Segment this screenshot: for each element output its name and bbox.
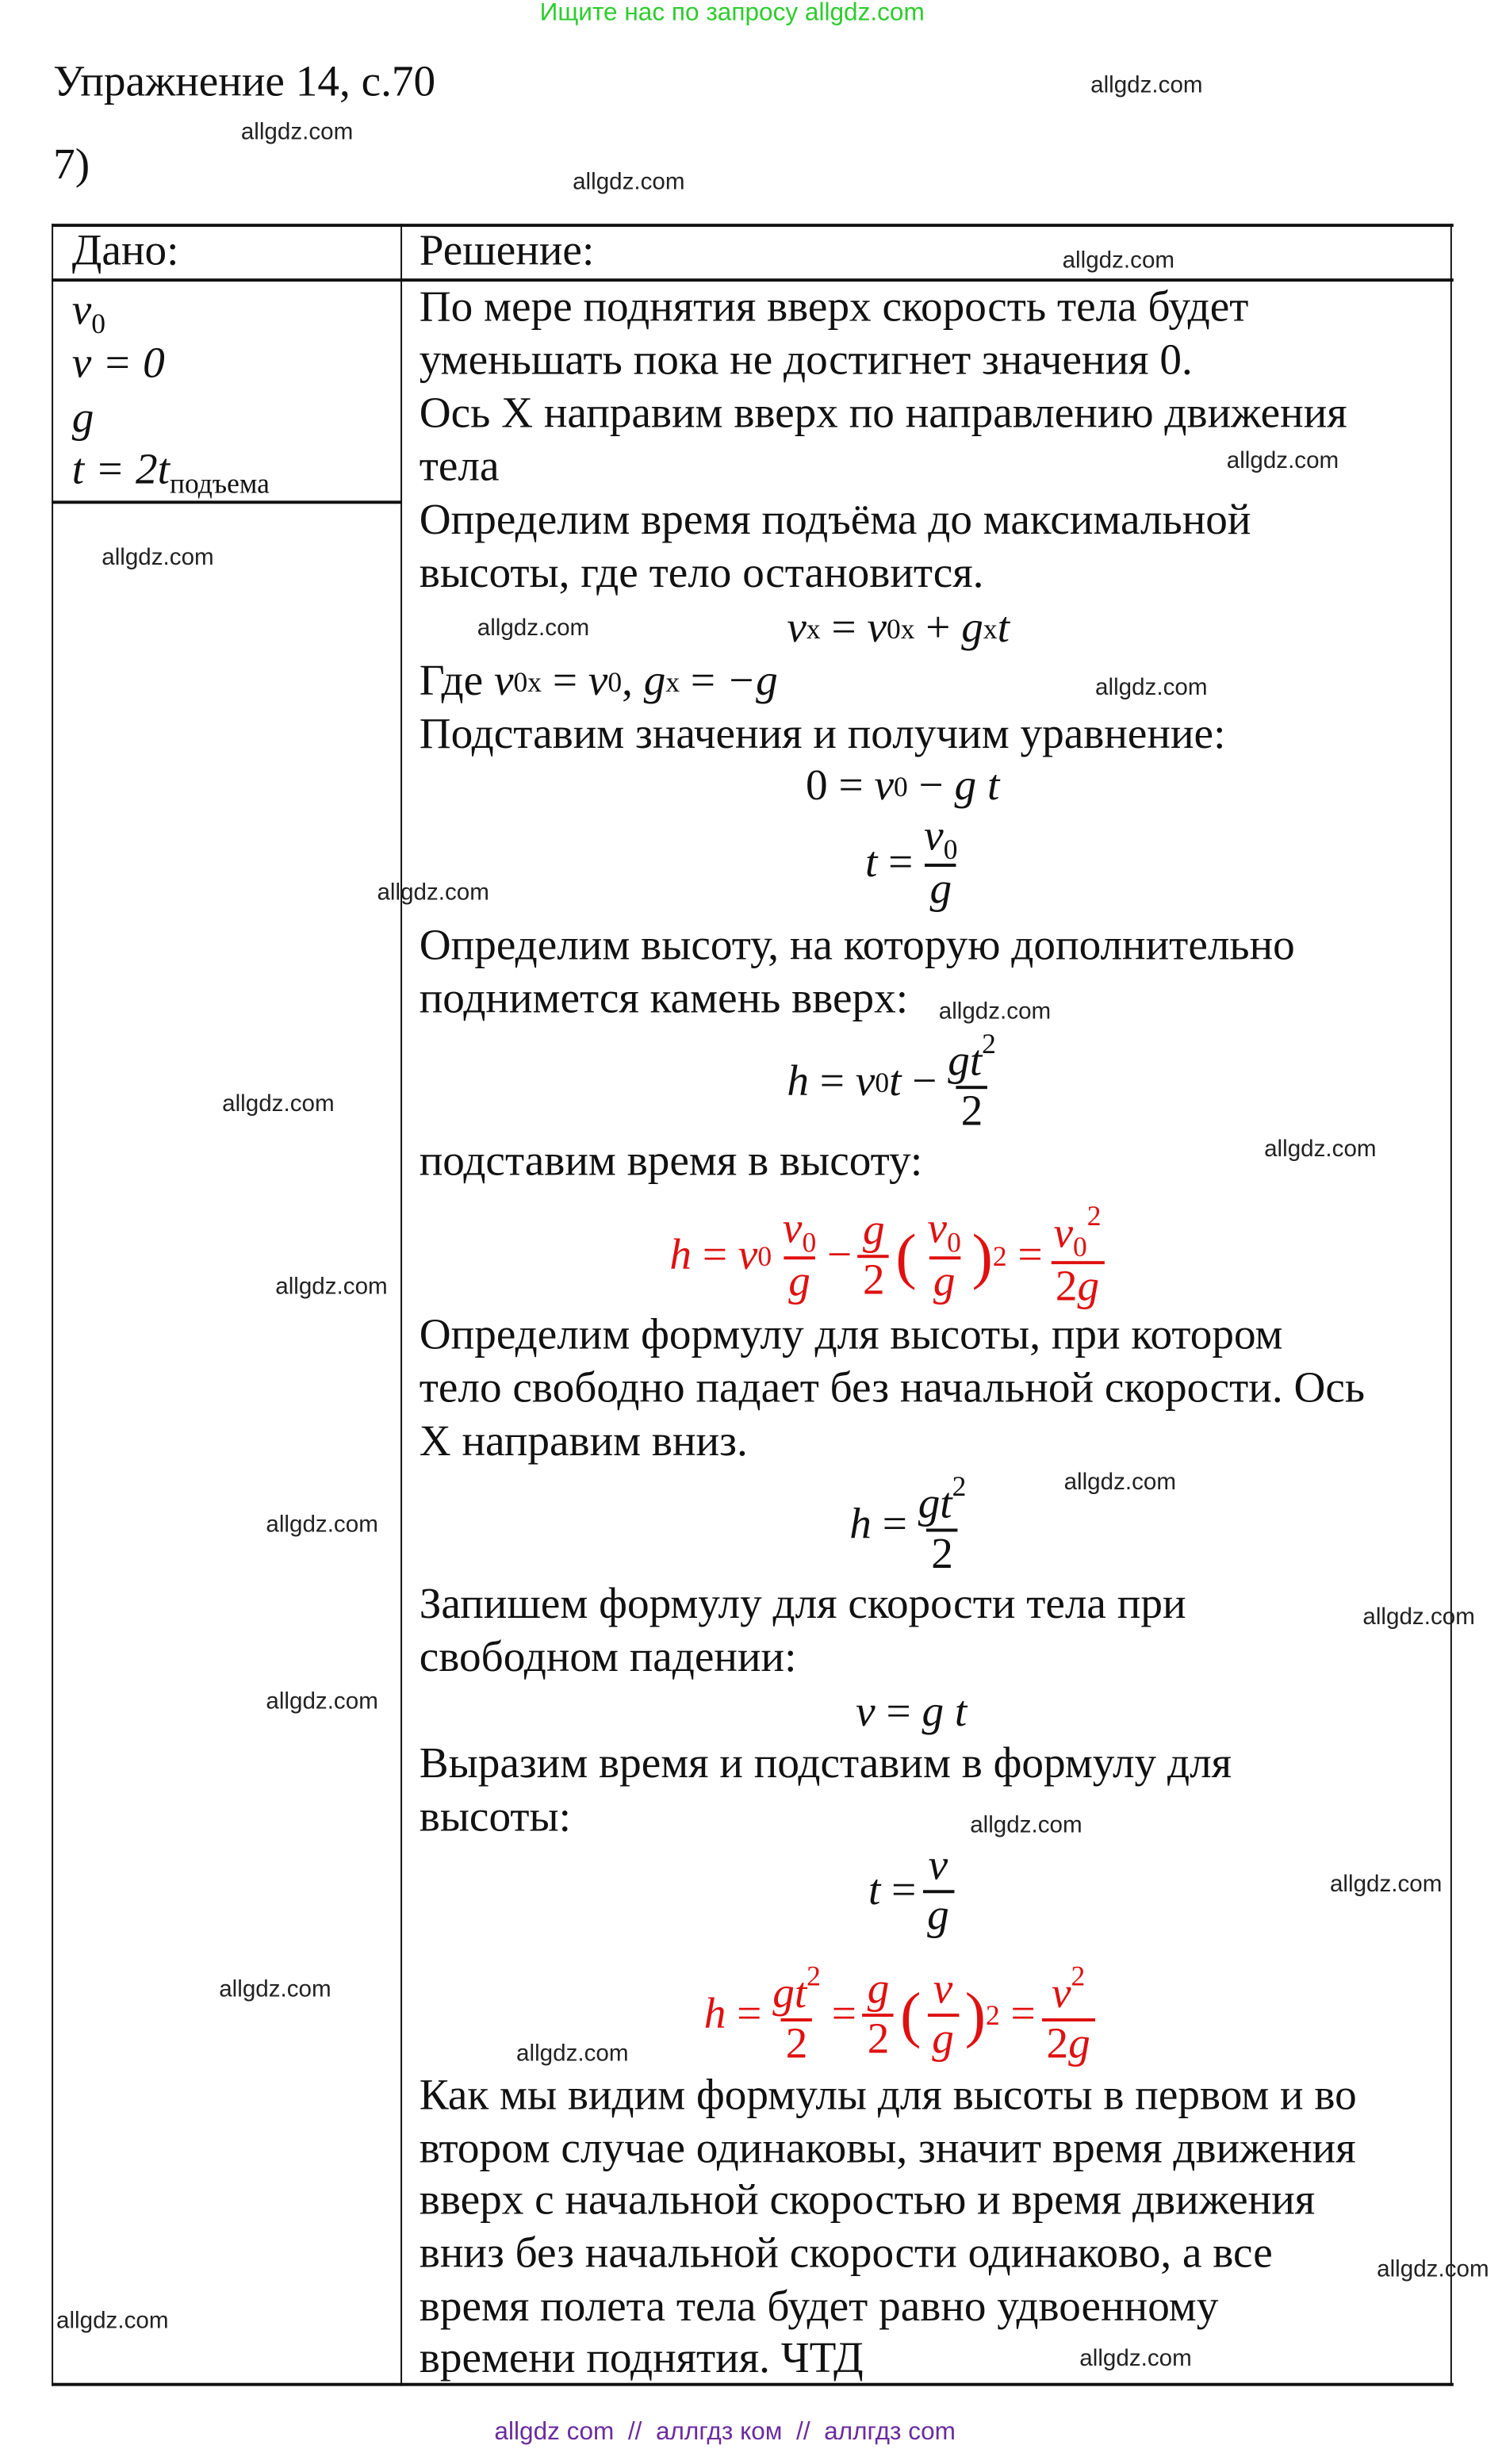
watermark: allgdz.com (1264, 1136, 1377, 1163)
text-line: Как мы видим формулы для высоты в первом и во (419, 2071, 1357, 2121)
text-line: поднимется камень вверх: (419, 975, 909, 1024)
watermark: allgdz.com (938, 998, 1052, 1025)
text-line: Определим формулу для высоты, при котором (419, 1311, 1283, 1360)
watermark: allgdz.com (1062, 247, 1175, 274)
text-line: Определим время подъёма до максимальной (419, 496, 1251, 545)
text-line: Определим высоту, на которую дополнительно (419, 922, 1295, 971)
page-title: Упражнение 14, с.70 (53, 57, 436, 107)
text-line: свободном падении: (419, 1633, 797, 1682)
table-border-right (1450, 224, 1452, 2386)
watermark: allgdz.com (219, 1975, 331, 2003)
watermark: allgdz.com (102, 544, 214, 572)
text-line: вниз без начальной скорости одинаково, а все (419, 2229, 1273, 2278)
given-header: Дано: (71, 227, 179, 276)
watermark: allgdz.com (56, 2308, 169, 2335)
text-line: уменьшать пока не достигнет значения 0. (419, 336, 1193, 385)
watermark: allgdz.com (1090, 71, 1203, 99)
formula-h: h = v 0 t − $\frac{gt^2}{2}$ (787, 1028, 996, 1136)
text-line: Подставим значения и получим уравнение: (419, 710, 1226, 759)
formula-h-final: h = $\frac{gt^2}{2}$ = $\frac{g}{2}$ ( $\frac{v}{g}$ ) 2 = $\frac{v^2}{2g}$ (704, 1962, 1102, 2068)
given-divider (52, 500, 402, 504)
text-line: втором случае одинаковы, значит время движения (419, 2125, 1356, 2174)
text-line: Запишем формулу для скорости тела при (419, 1580, 1186, 1629)
formula-zero: 0 = v 0 − g t (806, 761, 1000, 810)
text-line: тела (419, 443, 500, 492)
watermark: allgdz.com (1362, 1604, 1475, 1631)
text-line: высоты, где тело остановится. (419, 549, 984, 598)
text-line: вверх с начальной скоростью и время движения (419, 2176, 1316, 2225)
watermark: allgdz.com (1063, 1469, 1177, 1496)
watermark: allgdz.com (477, 615, 590, 642)
where-line: Где v 0x = v 0 , g x = −g (419, 657, 778, 706)
text-line: высоты: (419, 1792, 571, 1842)
text-line: X направим вниз. (419, 1417, 748, 1466)
formula-h-freefall: h = $\frac{gt^2}{2}$ (849, 1470, 967, 1579)
given-v: v = 0 (71, 339, 165, 389)
given-t: $t = 2t_{подъема}$ (71, 446, 270, 500)
header-divider (52, 278, 1454, 282)
watermark: allgdz.com (266, 1688, 378, 1715)
bottom-banner[interactable]: allgdz com // аллгдз ком // аллгдз com (494, 2419, 956, 2446)
formula-t: t = $\frac{v_0}{g}$ (865, 811, 958, 914)
formula-velocity: v x = v 0x + g x t (787, 604, 1010, 653)
watermark: allgdz.com (222, 1090, 335, 1117)
watermark: allgdz.com (1377, 2255, 1489, 2283)
watermark: allgdz.com (1095, 674, 1208, 701)
watermark: allgdz.com (1226, 447, 1339, 474)
text-line: время полета тела будет равно удвоенному (419, 2282, 1219, 2332)
watermark: allgdz.com (377, 879, 489, 906)
text-line: По мере поднятия вверх скорость тела будет (419, 283, 1249, 332)
column-divider (400, 224, 402, 2386)
text-line: Выразим время и подставим в формулу для (419, 1739, 1232, 1789)
watermark: allgdz.com (1079, 2345, 1192, 2372)
watermark: allgdz.com (1329, 1871, 1443, 1899)
watermark: allgdz.com (573, 169, 685, 196)
formula-h-substituted: h = v 0 $\frac{v_0}{g}$ − $\frac{g}{2}$ ( $\frac{v_0}{g}$ ) 2 = $\frac{v_0^2}{2g}$ (669, 1201, 1112, 1311)
given-g: g (71, 394, 94, 443)
table-border-left (52, 224, 53, 2386)
watermark: allgdz.com (266, 1511, 378, 1539)
watermark: allgdz.com (240, 118, 354, 146)
watermark: allgdz.com (516, 2040, 629, 2067)
exercise-number: 7) (53, 140, 90, 190)
given-v0: $v_0$ (71, 286, 106, 340)
text-line: тело свободно падает без начальной скорости. Ось (419, 1364, 1366, 1413)
text-line: времени поднятия. ЧТД (419, 2334, 864, 2383)
table-border-top (52, 224, 1454, 227)
watermark: allgdz.com (275, 1273, 388, 1301)
text-line: Ось X направим вверх по направлению движения (419, 389, 1347, 439)
formula-t-v: t = $\frac{v}{g}$ (868, 1843, 960, 1940)
formula-v: v = g t (856, 1688, 967, 1737)
top-banner[interactable]: Ищите нас по запросу allgdz.com (539, 0, 925, 27)
text-line: подставим время в высоту: (419, 1137, 923, 1186)
watermark: allgdz.com (970, 1811, 1082, 1839)
solution-header: Решение: (419, 227, 595, 276)
